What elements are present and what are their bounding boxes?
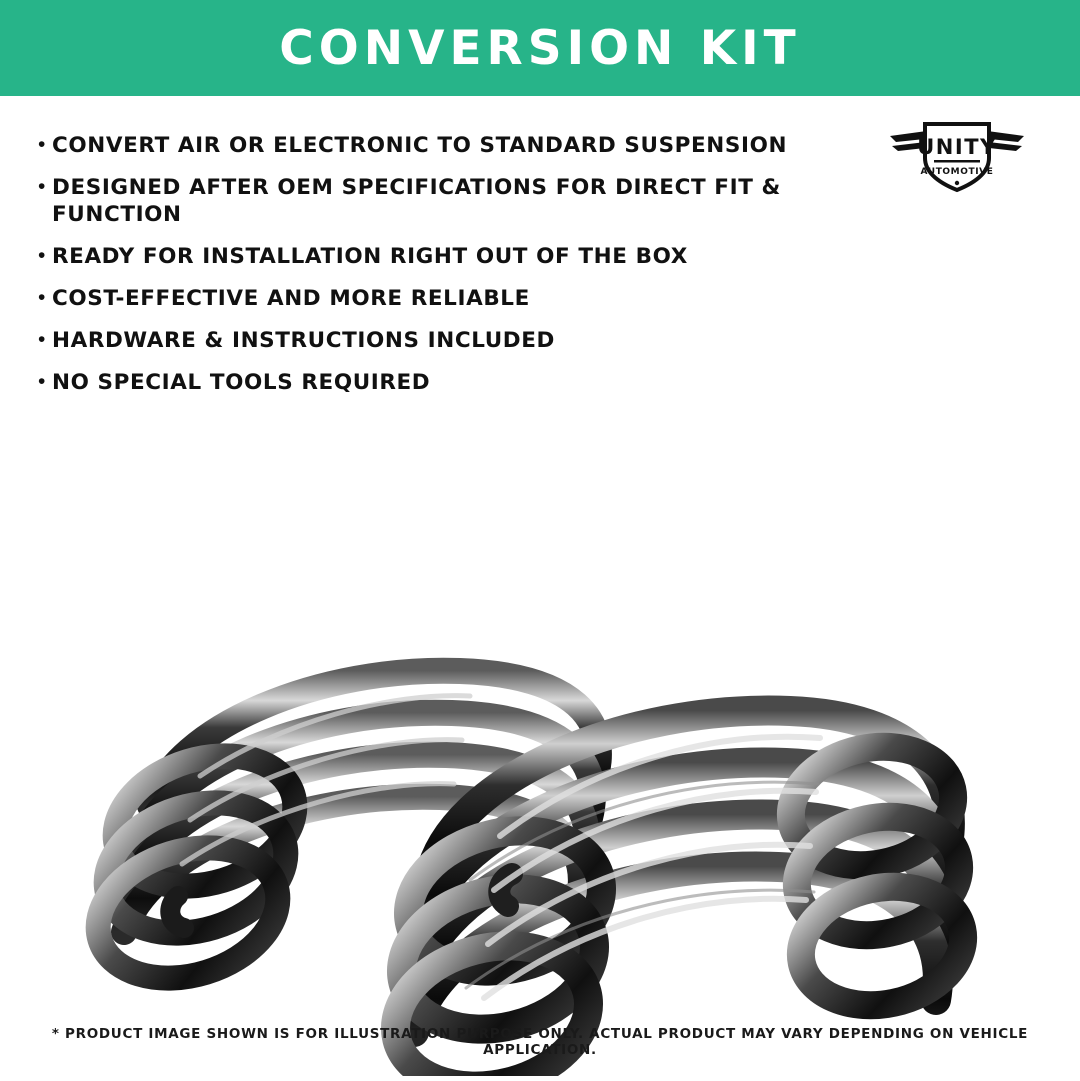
feature-text: COST-EFFECTIVE AND MORE RELIABLE — [52, 286, 530, 311]
bullet-icon: • — [38, 175, 46, 198]
feature-text: READY FOR INSTALLATION RIGHT OUT OF THE BOX — [52, 244, 688, 269]
page-title: CONVERSION KIT — [279, 20, 801, 76]
bullet-icon: • — [38, 286, 46, 309]
bullet-icon: • — [38, 370, 46, 393]
svg-text:AUTOMOTIVE: AUTOMOTIVE — [920, 167, 994, 177]
disclaimer-text: * PRODUCT IMAGE SHOWN IS FOR ILLUSTRATION PURPOSE ONLY. ACTUAL PRODUCT MAY VARY DEPENDING ON VEHICLE APPLICATION. — [51, 1026, 1029, 1058]
feature-text: NO SPECIAL TOOLS REQUIRED — [52, 370, 431, 395]
list-item — [38, 369, 868, 396]
coil-springs-pair-photo — [0, 476, 1080, 1076]
unity-automotive-logo-icon — [882, 118, 1032, 200]
list-item — [38, 243, 868, 270]
content-area — [0, 96, 1080, 1080]
svg-text:UNITY: UNITY — [917, 135, 997, 159]
list-item — [38, 174, 868, 228]
bullet-icon: • — [38, 328, 46, 351]
bullet-icon: • — [38, 133, 46, 156]
list-item — [38, 285, 868, 312]
feature-text: HARDWARE & INSTRUCTIONS INCLUDED — [52, 328, 555, 353]
header-banner — [0, 0, 1080, 96]
bullet-icon: • — [38, 244, 46, 267]
list-item — [38, 327, 868, 354]
feature-list — [38, 132, 868, 411]
feature-text: DESIGNED AFTER OEM SPECIFICATIONS FOR DIRECT FIT & FUNCTION — [52, 175, 781, 227]
feature-text: CONVERT AIR OR ELECTRONIC TO STANDARD SUSPENSION — [52, 133, 788, 158]
list-item — [38, 132, 868, 159]
